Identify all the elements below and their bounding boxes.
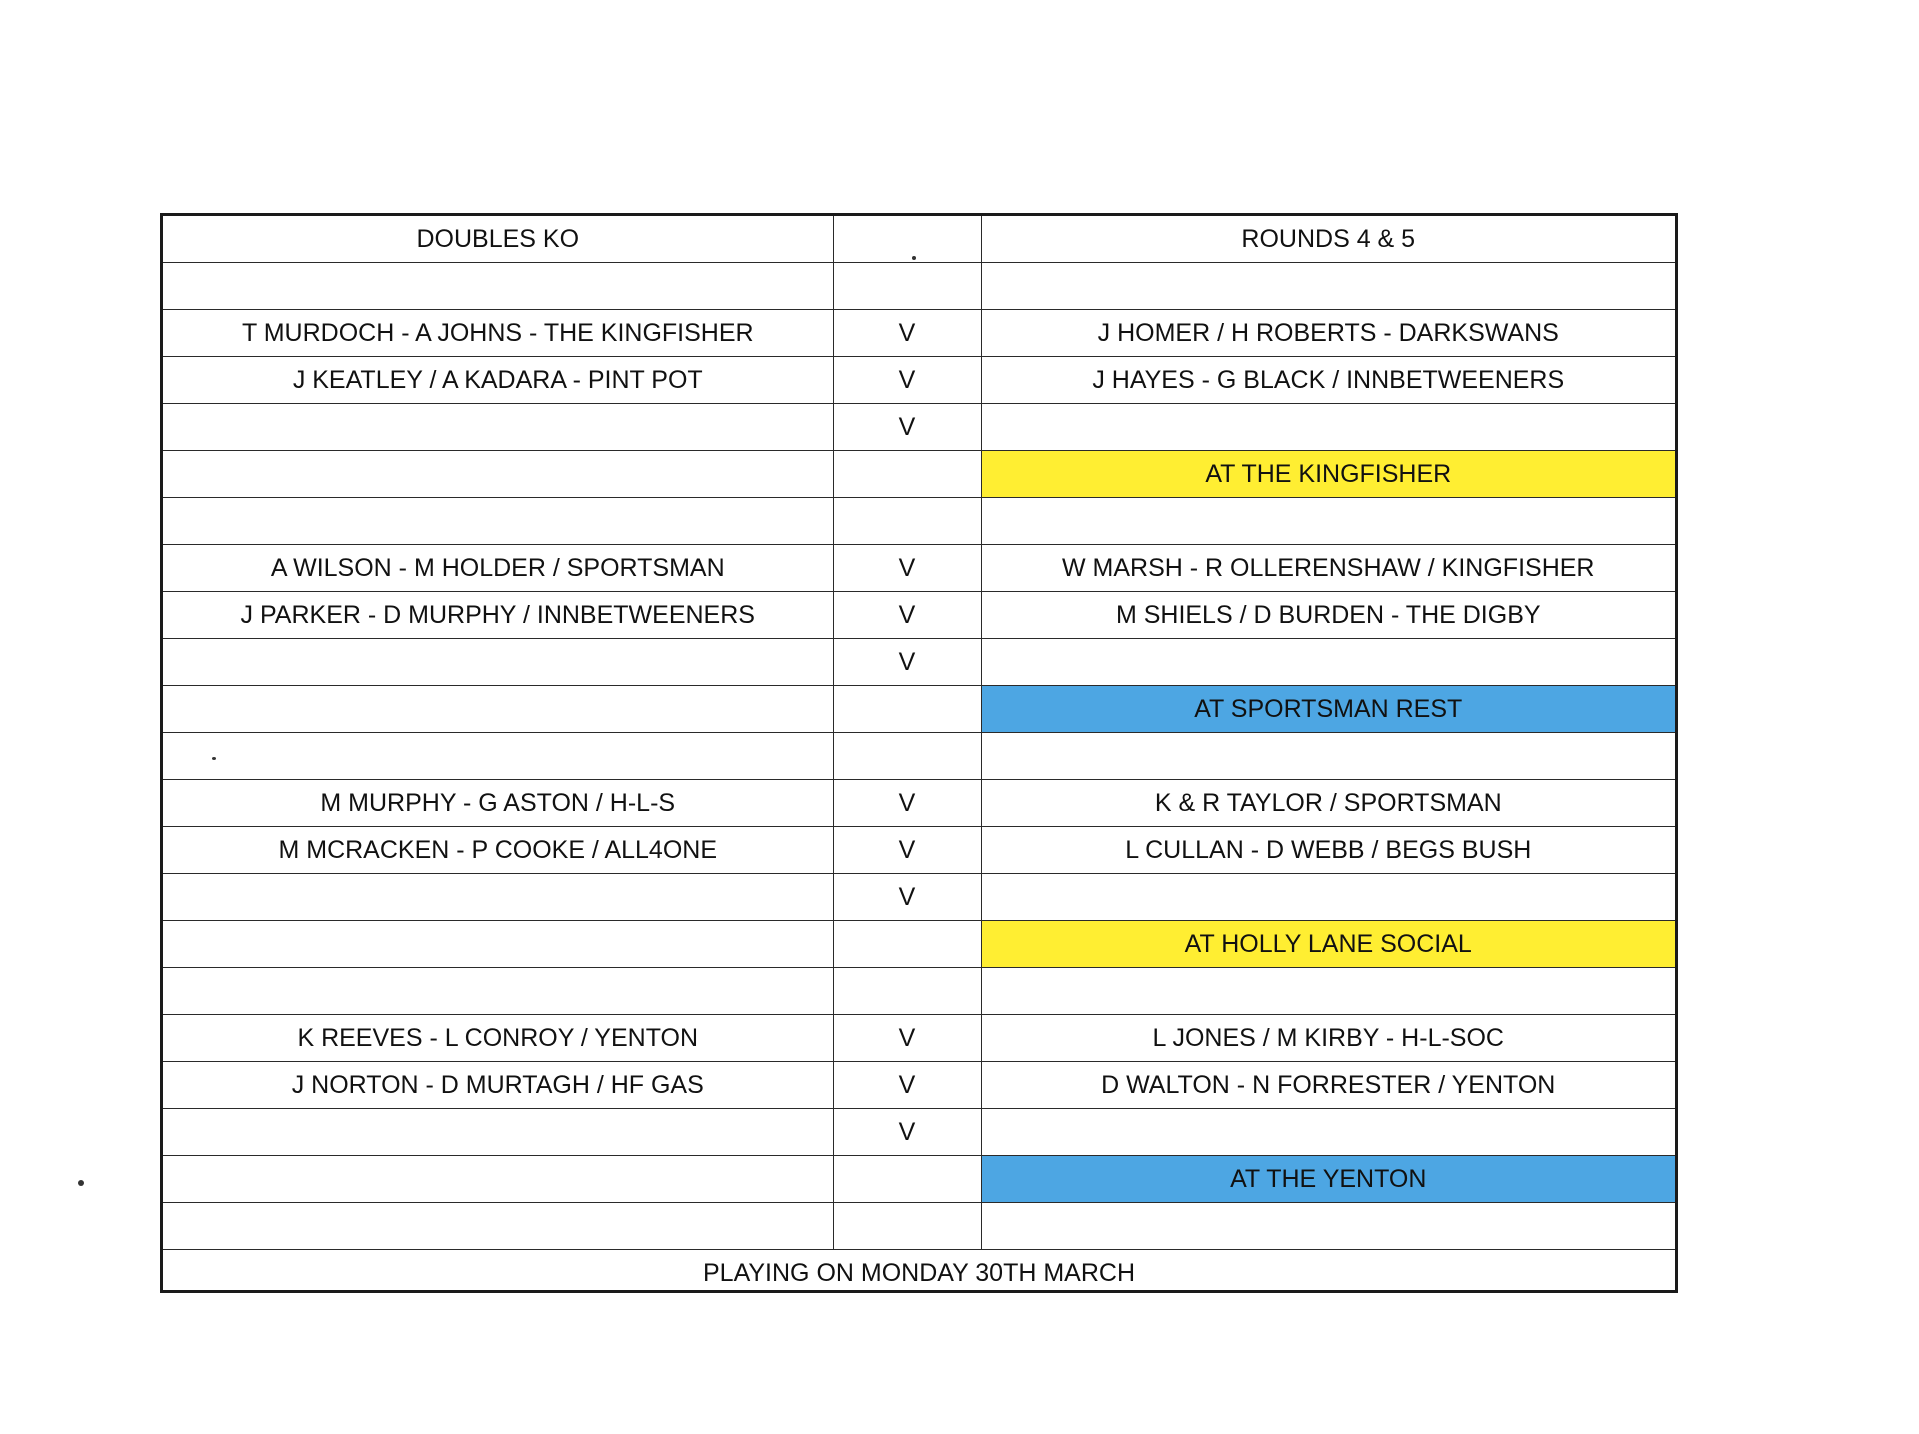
home-pair: J PARKER - D MURPHY / INNBETWEENERS <box>163 592 833 639</box>
versus-label: V <box>833 1062 981 1109</box>
versus-label: V <box>833 780 981 827</box>
table-row <box>163 1109 1675 1156</box>
scan-speck <box>212 757 216 760</box>
table-row <box>163 639 1675 686</box>
right-title: ROUNDS 4 & 5 <box>981 216 1675 263</box>
table-row <box>163 780 1675 827</box>
home-pair <box>163 404 833 451</box>
table-row <box>163 827 1675 874</box>
venue-row <box>163 451 1675 498</box>
away-pair <box>981 1109 1675 1156</box>
away-pair: K & R TAYLOR / SPORTSMAN <box>981 780 1675 827</box>
versus-label: V <box>833 310 981 357</box>
table-row <box>163 592 1675 639</box>
spacer-row <box>163 1203 1675 1250</box>
versus-label: V <box>833 357 981 404</box>
versus-label: V <box>833 827 981 874</box>
away-pair: L CULLAN - D WEBB / BEGS BUSH <box>981 827 1675 874</box>
venue-label: AT SPORTSMAN REST <box>981 686 1675 733</box>
venue-label: AT HOLLY LANE SOCIAL <box>981 921 1675 968</box>
versus-label: V <box>833 404 981 451</box>
header-row <box>163 216 1675 263</box>
scan-speck <box>912 256 916 260</box>
spacer-row <box>163 263 1675 310</box>
table-row <box>163 404 1675 451</box>
spacer-row <box>163 498 1675 545</box>
away-pair: L JONES / M KIRBY - H-L-SOC <box>981 1015 1675 1062</box>
left-title: DOUBLES KO <box>163 216 833 263</box>
venue-row <box>163 1156 1675 1203</box>
fixtures-table <box>163 216 1675 1296</box>
table-row <box>163 310 1675 357</box>
home-pair <box>163 1109 833 1156</box>
table-row <box>163 874 1675 921</box>
versus-label: V <box>833 874 981 921</box>
footer-row <box>163 1250 1675 1297</box>
table-row <box>163 1062 1675 1109</box>
home-pair: J KEATLEY / A KADARA - PINT POT <box>163 357 833 404</box>
versus-label: V <box>833 545 981 592</box>
venue-label: AT THE YENTON <box>981 1156 1675 1203</box>
away-pair <box>981 404 1675 451</box>
home-pair: T MURDOCH - A JOHNS - THE KINGFISHER <box>163 310 833 357</box>
away-pair: M SHIELS / D BURDEN - THE DIGBY <box>981 592 1675 639</box>
versus-label: V <box>833 1109 981 1156</box>
away-pair: J HOMER / H ROBERTS - DARKSWANS <box>981 310 1675 357</box>
home-pair: M MURPHY - G ASTON / H-L-S <box>163 780 833 827</box>
home-pair <box>163 874 833 921</box>
home-pair: M MCRACKEN - P COOKE / ALL4ONE <box>163 827 833 874</box>
versus-label: V <box>833 1015 981 1062</box>
venue-row <box>163 686 1675 733</box>
away-pair: J HAYES - G BLACK / INNBETWEENERS <box>981 357 1675 404</box>
home-pair: K REEVES - L CONROY / YENTON <box>163 1015 833 1062</box>
away-pair: W MARSH - R OLLERENSHAW / KINGFISHER <box>981 545 1675 592</box>
home-pair: A WILSON - M HOLDER / SPORTSMAN <box>163 545 833 592</box>
header-mid-cell <box>833 216 981 263</box>
away-pair: D WALTON - N FORRESTER / YENTON <box>981 1062 1675 1109</box>
table-row <box>163 1015 1675 1062</box>
away-pair <box>981 874 1675 921</box>
home-pair: J NORTON - D MURTAGH / HF GAS <box>163 1062 833 1109</box>
spacer-row <box>163 733 1675 780</box>
venue-label: AT THE KINGFISHER <box>981 451 1675 498</box>
away-pair <box>981 639 1675 686</box>
versus-label: V <box>833 592 981 639</box>
versus-label: V <box>833 639 981 686</box>
scan-speck <box>78 1180 84 1186</box>
fixtures-sheet <box>160 213 1678 1293</box>
venue-row <box>163 921 1675 968</box>
table-row <box>163 357 1675 404</box>
spacer-row <box>163 968 1675 1015</box>
home-pair <box>163 639 833 686</box>
footer-note: PLAYING ON MONDAY 30TH MARCH <box>163 1250 1675 1297</box>
table-row <box>163 545 1675 592</box>
